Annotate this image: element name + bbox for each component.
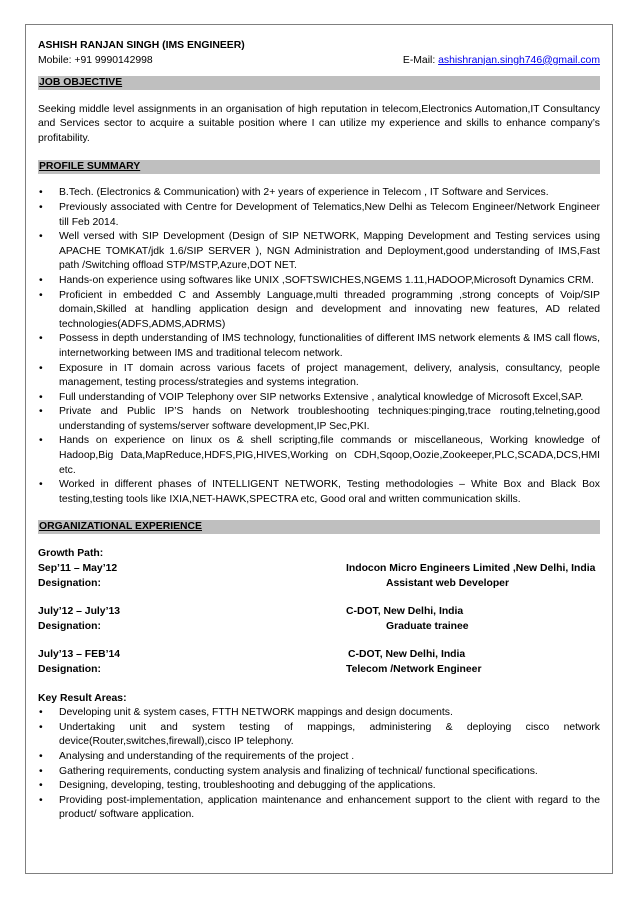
- list-item: • Designing, developing, testing, troubleshooting and debugging of the applications.: [38, 779, 600, 794]
- designation-row: [38, 663, 600, 678]
- resume-page: [25, 24, 613, 874]
- list-item: • Gathering requirements, conducting system analysis and finalizing of technical/ functional specifications.: [38, 765, 600, 780]
- list-item: • B.Tech. (Electronics & Communication) with 2+ years of experience in Telecom , IT Software and Services.: [38, 186, 600, 201]
- profile-summary-list: [38, 186, 600, 507]
- role-period: July’13 – FEB’14: [38, 649, 121, 661]
- designation-row: [38, 620, 600, 635]
- list-item: • Worked in different phases of INTELLIGENT NETWORK, Testing methodologies – White Box and Black Box testing,testing tools like IXIA,NET-HAWK,SPECTRA etc, Good oral and written communication skills.: [38, 478, 600, 507]
- role-period: Sep’11 – May’12: [38, 563, 118, 575]
- list-item: • Private and Public IP’S hands on Network troubleshooting techniques:pinging,trace routing,telneting,good understanding of systems/server software development,IP Sec,PKI.: [38, 405, 600, 434]
- designation-label: Designation:: [38, 620, 101, 632]
- email-block: [403, 54, 600, 69]
- designation-label: Designation:: [38, 577, 101, 589]
- key-result-areas-heading: Key Result Areas:: [38, 692, 127, 704]
- list-item: • Undertaking unit and system testing of mappings, administering & deploying cisco network device(Router,switches,firewall),cisco IP telephony.: [38, 721, 600, 750]
- section-heading-profile-summary: PROFILE SUMMARY: [38, 160, 600, 174]
- list-item: • Previously associated with Centre for Development of Telematics,New Delhi as Telecom Engineer/Network Engineer till Feb 2014.: [38, 201, 600, 230]
- key-result-areas-list: [38, 706, 600, 823]
- list-item: • Hands on experience on linux os & shell scripting,file commands or miscellaneous, Working knowledge of Hadoop,Big Data,MapReduce,HDFS,PIG,HIVES,Working on CDH,Sqoop,Oozie,Zookeeper,PLC,SCADA,DCS,HMI etc.: [38, 434, 600, 478]
- role-row: [38, 648, 600, 663]
- role-organization: C-DOT, New Delhi, India: [348, 649, 466, 661]
- role-organization: C-DOT, New Delhi, India: [346, 606, 464, 618]
- contact-line: [38, 54, 600, 69]
- list-item: • Analysing and understanding of the requirements of the project .: [38, 750, 600, 765]
- list-item: • Developing unit & system cases, FTTH NETWORK mappings and design documents.: [38, 706, 600, 721]
- mobile-number: Mobile: +91 9990142998: [38, 54, 153, 66]
- job-objective-text: Seeking middle level assignments in an organisation of high reputation in telecom,Electronics Automation,IT Consultancy and Services sector to acquire a suitable position where I can utilize my experience and skills to enhance company’s profitability.: [38, 103, 600, 144]
- section-heading-job-objective: JOB OBJECTIVE: [38, 76, 600, 90]
- designation-label: Designation:: [38, 664, 101, 675]
- growth-path-heading: Growth Path:: [38, 548, 104, 560]
- role-row: [38, 562, 600, 577]
- list-item: • Full understanding of VOIP Telephony over SIP networks Extensive , analytical knowledge of Microsoft Excel,SAP.: [38, 391, 600, 406]
- role-designation: Telecom /Network Engineer: [346, 664, 482, 675]
- list-item: • Providing post-implementation, application maintenance and enhancement support to the client with regard to the product/ software application.: [38, 794, 600, 823]
- list-item: • Exposure in IT domain across various facets of project management, delivery, analysis, consultancy, people management, testing process/strategies and systems integration.: [38, 362, 600, 391]
- list-item: • Well versed with SIP Development (Design of SIP NETWORK, Mapping Development and Testing services using APACHE TOMKAT/jdk 1.6/SIP SERVER ), NGN Administration and Deployment,good understanding of IMS,Fast path /Switching offload STP/MSTP,Azure,DOT NET.: [38, 230, 600, 274]
- designation-row: [38, 577, 600, 592]
- list-item: • Hands-on experience using softwares like UNIX ,SOFTSWICHES,NGEMS 1.11,HADOOP,Microsoft Dynamics CRM.: [38, 274, 600, 289]
- role-row: [38, 605, 600, 620]
- list-item: • Possess in depth understanding of IMS technology, functionalities of different IMS network elements & IMS call flows, internetworking between IMS and traditional telecom network.: [38, 332, 600, 361]
- resume-content: [38, 39, 600, 823]
- role-designation: Graduate trainee: [386, 620, 469, 632]
- section-heading-organizational-experience: ORGANIZATIONAL EXPERIENCE: [38, 520, 600, 534]
- email-label: E-Mail:: [402, 54, 439, 66]
- role-period: July’12 – July’13: [38, 606, 121, 618]
- list-item: • Proficient in embedded C and Assembly Language,multi threaded programming ,strong concepts of Voip/SIP domain,Skilled at handling application design and development and innovating new features, AD related technologies(ADFS,ADMS,ADRMS): [38, 289, 600, 333]
- role-organization: Indocon Micro Engineers Limited ,New Delhi, India: [346, 563, 596, 575]
- email-link[interactable]: ashishranjan.singh746@gmail.com: [438, 54, 600, 66]
- candidate-name: ASHISH RANJAN SINGH (IMS ENGINEER): [38, 40, 245, 51]
- role-designation: Assistant web Developer: [386, 577, 509, 589]
